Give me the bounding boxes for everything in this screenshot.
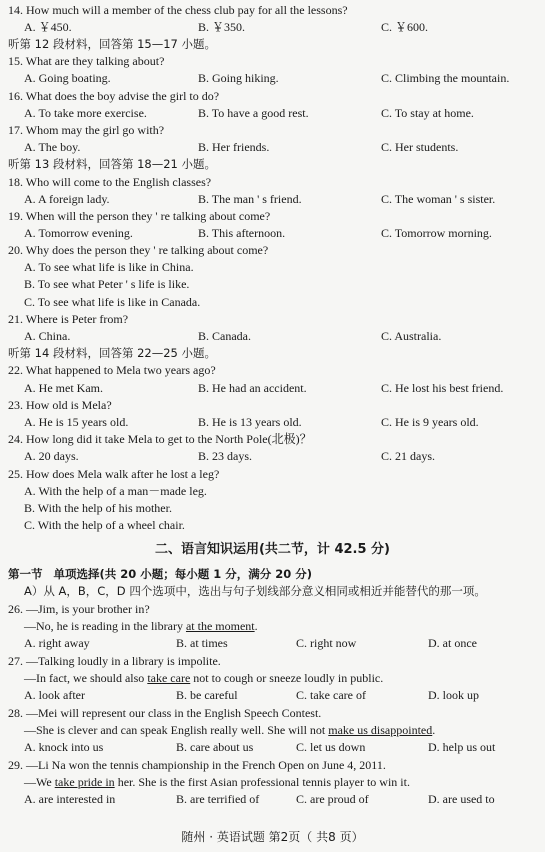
question-27-line-2	[24, 670, 383, 687]
option-d: D. at once	[428, 636, 477, 650]
option-c: C. Her students.	[381, 140, 459, 154]
question-25-option-c: C. With the help of a wheel chair.	[24, 518, 185, 532]
question-20-option-a: A. To see what life is like in China.	[24, 260, 194, 274]
question-27-text-end: not to cough or sneeze loudly in public.	[190, 671, 384, 685]
question-18-stem: 18. Who will come to the English classes?	[8, 175, 212, 189]
part-2-title: 二、语言知识运用(共二节，计 42.5 分)	[154, 542, 390, 557]
question-15-options	[0, 70, 545, 87]
option-b: B. He had an accident.	[198, 381, 307, 395]
material-12-heading: 听第 12 段材料，回答第 15—17 小题。	[8, 37, 217, 51]
option-a: A. Tomorrow evening.	[24, 226, 133, 240]
question-28-options	[0, 739, 545, 756]
option-b: B. This afternoon.	[198, 226, 286, 240]
option-a: A. China.	[24, 329, 71, 343]
option-b: B. Going hiking.	[198, 71, 279, 85]
page-footer: 随州 · 英语试题 第2页（ 共8 页）	[181, 830, 364, 844]
option-b: B. He is 13 years old.	[198, 415, 302, 429]
question-21-stem: 21. Where is Peter from?	[8, 312, 129, 326]
question-20-option-b: B. To see what Peter ' s life is like.	[24, 277, 190, 291]
option-b: B. Her friends.	[198, 140, 270, 154]
question-14-stem: 14. How much will a member of the chess club pay for all the lessons?	[8, 3, 348, 17]
question-28-text-end: .	[432, 723, 436, 737]
option-d: D. look up	[428, 688, 479, 702]
option-b: B. be careful	[176, 688, 238, 702]
question-19-options	[0, 225, 545, 242]
option-c: C. The woman ' s sister.	[381, 192, 496, 206]
underlined-phrase: take pride in	[54, 775, 115, 789]
question-29-text-end: her. She is the first Asian professional tennis player to win it.	[114, 775, 410, 789]
option-a: A. The boy.	[24, 140, 81, 154]
question-27-text: —In fact, we should also	[24, 671, 148, 685]
question-28-line-2	[24, 722, 435, 739]
option-b: B. at times	[176, 636, 228, 650]
question-18-options	[0, 191, 545, 208]
section-1-label: 第一节	[8, 567, 43, 581]
section-1-instructions: A）从 A，B，C，D 四个选项中，选出与句子划线部分意义相同或相近并能替代的那一项。	[24, 584, 486, 598]
question-27-options	[0, 687, 545, 704]
option-c: C. are proud of	[296, 792, 369, 806]
option-b: B. ￥350.	[198, 20, 246, 34]
question-25-option-a: A. With the help of a man－made leg.	[24, 484, 207, 498]
option-d: D. help us out	[428, 740, 496, 754]
question-16-stem: 16. What does the boy advise the girl to do?	[8, 89, 220, 103]
question-23-stem: 23. How old is Mela?	[8, 398, 112, 412]
option-a: A. 20 days.	[24, 449, 79, 463]
question-29-line-2	[24, 774, 410, 791]
option-a: A. look after	[24, 688, 85, 702]
question-25-stem: 25. How does Mela walk after he lost a leg?	[8, 467, 220, 481]
question-19-stem: 19. When will the person they ' re talking about come?	[8, 209, 271, 223]
question-28-text: —She is clever and can speak English really well. She will not	[24, 723, 329, 737]
question-21-options	[0, 328, 545, 345]
section-1-heading	[8, 566, 312, 583]
option-a: A. right away	[24, 636, 90, 650]
option-a: A. ￥450.	[24, 20, 72, 34]
option-c: C. He lost his best friend.	[381, 381, 504, 395]
question-24-options	[0, 448, 545, 465]
question-24-stem: 24. How long did it take Mela to get to the North Pole(北极)？	[8, 432, 312, 446]
question-26-line-2	[24, 618, 258, 635]
question-17-options	[0, 139, 545, 156]
option-b: B. are terrified of	[176, 792, 260, 806]
option-b: B. To have a good rest.	[198, 106, 309, 120]
question-22-stem: 22. What happened to Mela two years ago?	[8, 363, 216, 377]
option-c: C. 21 days.	[381, 449, 435, 463]
question-28-line-1: 28. —Mei will represent our class in the English Speech Contest.	[8, 706, 322, 720]
option-c: C. right now	[296, 636, 357, 650]
question-14-options	[0, 19, 545, 36]
underlined-phrase: at the moment	[185, 619, 255, 633]
option-b: B. care about us	[176, 740, 254, 754]
option-c: C. He is 9 years old.	[381, 415, 479, 429]
question-15-stem: 15. What are they talking about?	[8, 54, 165, 68]
question-26-options	[0, 635, 545, 652]
option-a: A. He is 15 years old.	[24, 415, 129, 429]
option-c: C. ￥600.	[381, 20, 429, 34]
section-1-title: 单项选择(共 20 小题；每小题 1 分，满分 20 分)	[53, 567, 313, 581]
option-b: B. The man ' s friend.	[198, 192, 302, 206]
option-c: C. Tomorrow morning.	[381, 226, 492, 240]
option-d: D. are used to	[428, 792, 495, 806]
underlined-phrase: make us disappointed	[328, 723, 433, 737]
option-c: C. Australia.	[381, 329, 442, 343]
question-17-stem: 17. Whom may the girl go with?	[8, 123, 165, 137]
question-22-options	[0, 380, 545, 397]
option-a: A. Going boating.	[24, 71, 111, 85]
underlined-phrase: take care	[147, 671, 191, 685]
question-29-line-1: 29. —Li Na won the tennis championship in the French Open on June 4, 2011.	[8, 758, 386, 772]
question-16-options	[0, 105, 545, 122]
option-a: A. To take more exercise.	[24, 106, 147, 120]
option-c: C. To stay at home.	[381, 106, 474, 120]
option-c: C. let us down	[296, 740, 366, 754]
question-20-stem: 20. Why does the person they ' re talking about come?	[8, 243, 269, 257]
option-c: C. take care of	[296, 688, 366, 702]
question-26-text-end: .	[254, 619, 258, 633]
question-27-line-1: 27. —Talking loudly in a library is impolite.	[8, 654, 221, 668]
option-a: A. He met Kam.	[24, 381, 103, 395]
question-25-option-b: B. With the help of his mother.	[24, 501, 172, 515]
question-26-line-1: 26. —Jim, is your brother in?	[8, 602, 150, 616]
option-a: A. are interested in	[24, 792, 116, 806]
option-a: A. A foreign lady.	[24, 192, 110, 206]
option-c: C. Climbing the mountain.	[381, 71, 510, 85]
option-b: B. Canada.	[198, 329, 251, 343]
option-a: A. knock into us	[24, 740, 104, 754]
question-20-option-c: C. To see what life is like in Canada.	[24, 295, 201, 309]
option-b: B. 23 days.	[198, 449, 252, 463]
question-29-text: —We	[24, 775, 55, 789]
question-26-text: —No, he is reading in the library	[24, 619, 186, 633]
material-13-heading: 听第 13 段材料，回答第 18—21 小题。	[8, 157, 217, 171]
question-23-options	[0, 414, 545, 431]
material-14-heading: 听第 14 段材料，回答第 22—25 小题。	[8, 346, 217, 360]
question-29-options	[0, 791, 545, 808]
